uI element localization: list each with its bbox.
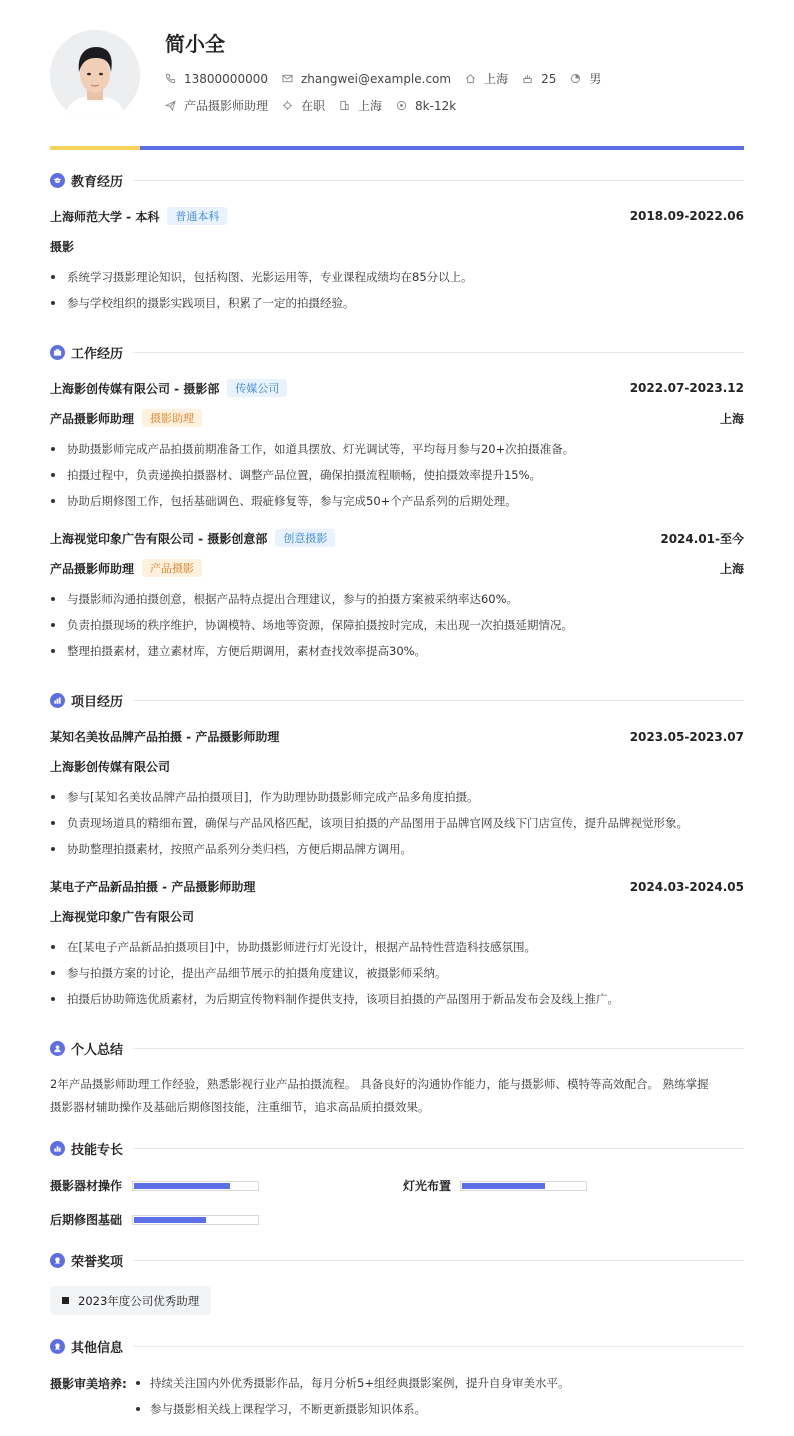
- skill-name: 后期修图基础: [50, 1213, 123, 1227]
- work-role-row: [50, 409, 744, 427]
- role-title: 产品摄影师助理: [50, 411, 135, 426]
- phone-icon: [165, 73, 176, 84]
- info-icon: [50, 1339, 65, 1354]
- job-target-text: 产品摄影师助理: [184, 99, 269, 113]
- list-item: 负责现场道具的精细布置，确保与产品风格匹配，该项目拍摄的产品图用于品牌官网及线下门店宣传，提升品牌视觉形象。: [50, 815, 744, 831]
- skills-chart-icon: [50, 1141, 65, 1156]
- salary-text: 8k-12k: [415, 98, 457, 113]
- project-header-row: [50, 728, 744, 745]
- mail-icon: [282, 73, 293, 84]
- work-location: 上海: [719, 411, 744, 426]
- education-tag: 普通本科: [167, 207, 227, 225]
- briefcase-icon: [50, 345, 65, 360]
- status-text: 在职: [301, 99, 326, 113]
- work-date: 2024.01-至今: [660, 531, 744, 546]
- project-date: 2024.03-2024.05: [629, 879, 744, 894]
- summary-line-2: 摄影器材辅助操作及基础后期修图技能，注重细节，追求高品质拍摄效果。: [50, 1100, 430, 1114]
- summary-section-title: 个人总结: [50, 1039, 744, 1058]
- work-header-row: [50, 529, 744, 547]
- work-role-row: [50, 559, 744, 577]
- list-item: 负责拍摄现场的秩序维护，协调模特、场地等资源，保障拍摄按时完成，未出现一次拍摄延期情况。: [50, 617, 744, 633]
- project-section-title: 项目经历: [50, 691, 744, 710]
- list-item: 系统学习摄影理论知识，包括构图、光影运用等，专业课程成绩均在85分以上。: [50, 269, 744, 285]
- status-icon: [282, 100, 293, 111]
- skill-name: 灯光布置: [403, 1179, 452, 1193]
- graduation-cap-icon: [50, 173, 65, 188]
- avatar: [50, 30, 140, 120]
- skill-bar-fill: [134, 1217, 206, 1223]
- project-name: 某知名美妆品牌产品拍摄 - 产品摄影师助理: [50, 730, 280, 744]
- awards-section-title: 荣誉奖项: [50, 1251, 744, 1270]
- list-item: 参与学校组织的摄影实践项目，积累了一定的拍摄经验。: [50, 295, 744, 311]
- list-item: 参与拍摄方案的讨论，提出产品细节展示的拍摄角度建议，被摄影师采纳。: [50, 965, 744, 981]
- header-divider-bar: [50, 146, 744, 150]
- project-company-row: [50, 908, 744, 925]
- list-item: 参与[某知名美妆品牌产品拍摄项目]，作为助理协助摄影师完成产品多角度拍摄。: [50, 789, 744, 805]
- project-company: 上海视觉印象广告有限公司: [50, 910, 195, 924]
- skill-item: [403, 1177, 587, 1194]
- user-icon: [50, 1041, 65, 1056]
- email-info: [282, 72, 451, 86]
- school-name: 上海师范大学 - 本科: [50, 209, 160, 224]
- status-info: [282, 97, 325, 114]
- work-location: 上海: [719, 561, 744, 576]
- list-item: 协助整理拍摄素材，按照产品系列分类归档，方便后期品牌方调用。: [50, 841, 744, 857]
- role-tag: 摄影助理: [142, 409, 202, 427]
- skills-section-title: 技能专长: [50, 1139, 744, 1158]
- skill-bar: [460, 1181, 587, 1191]
- award-text: 2023年度公司优秀助理: [78, 1293, 200, 1308]
- salary-icon: [396, 100, 407, 111]
- gender-icon: [570, 73, 581, 84]
- list-item: 持续关注国内外优秀摄影作品，每月分析5+组经典摄影案例，提升自身审美水平。: [135, 1375, 569, 1391]
- education-date: 2018.09-2022.06: [629, 209, 744, 223]
- avatar-portrait-image: [50, 30, 140, 120]
- work-city-info: [339, 97, 382, 114]
- city-info: [465, 70, 508, 87]
- list-item: 拍摄后协助筛选优质素材，为后期宣传物料制作提供支持，该项目拍摄的产品图用于新品发布会及线上推广。: [50, 991, 744, 1007]
- list-item: 整理拍摄素材，建立素材库，方便后期调用，素材查找效率提高30%。: [50, 643, 744, 659]
- skill-name: 摄影器材操作: [50, 1179, 123, 1193]
- list-item: 拍摄过程中，负责递换拍摄器材、调整产品位置，确保拍摄流程顺畅，使拍摄效率提升15%。: [50, 467, 744, 483]
- skill-bar: [132, 1181, 259, 1191]
- city-text: 上海: [484, 72, 509, 86]
- work-header-row: [50, 379, 744, 397]
- list-item: 参与摄影相关线上课程学习，不断更新摄影知识体系。: [135, 1401, 426, 1417]
- award-badge: [50, 1286, 211, 1315]
- building-icon: [339, 100, 350, 111]
- job-intent-row: [165, 97, 470, 114]
- phone-text: 13800000000: [184, 71, 268, 86]
- salary-info: [396, 99, 456, 113]
- project-header-row: [50, 878, 744, 895]
- email-text: zhangwei@example.com: [300, 71, 452, 86]
- list-item: 协助摄影师完成产品拍摄前期准备工作，如道具摆放、灯光调试等，平均每月参与20+次拍摄准备。: [50, 441, 744, 457]
- job-target-info: [165, 97, 268, 114]
- gender-text: 男: [589, 72, 602, 86]
- home-icon: [465, 73, 476, 84]
- gender-info: [570, 70, 601, 87]
- project-icon: [50, 693, 65, 708]
- project-company: 上海影创传媒有限公司: [50, 760, 171, 774]
- list-item: 协助后期修图工作，包括基础调色、瑕疵修复等，参与完成50+个产品系列的后期处理。: [50, 493, 744, 509]
- skill-bar: [132, 1215, 259, 1225]
- project-company-row: [50, 758, 744, 775]
- role-title: 产品摄影师助理: [50, 561, 135, 576]
- education-header-row: [50, 207, 744, 225]
- major-row: [50, 238, 744, 255]
- phone-info: [165, 72, 268, 86]
- other-section-title: 其他信息: [50, 1337, 744, 1356]
- other-label: 摄影审美培养:: [50, 1377, 127, 1391]
- work-date: 2022.07-2023.12: [629, 381, 744, 395]
- education-section-title: 教育经历: [50, 171, 744, 190]
- company-name: 上海视觉印象广告有限公司 - 摄影创意部: [50, 531, 268, 546]
- skill-item: [50, 1177, 259, 1194]
- cake-icon: [522, 73, 533, 84]
- major: 摄影: [50, 240, 75, 254]
- send-icon: [165, 100, 176, 111]
- square-bullet-icon: [62, 1297, 69, 1304]
- list-item: 在[某电子产品新品拍摄项目]中，协助摄影师进行灯光设计，根据产品特性营造科技感氛围。: [50, 939, 744, 955]
- company-tag: 传媒公司: [227, 379, 287, 397]
- role-tag: 产品摄影: [142, 559, 202, 577]
- candidate-name: 简小全: [165, 32, 225, 56]
- age-info: [522, 72, 556, 86]
- work-section-title: 工作经历: [50, 343, 744, 362]
- age-text: 25: [541, 71, 557, 86]
- contact-row: [165, 70, 615, 87]
- work-city-text: 上海: [358, 99, 383, 113]
- company-tag: 创意摄影: [275, 529, 335, 547]
- skill-bar-fill: [462, 1183, 545, 1189]
- award-icon: [50, 1253, 65, 1268]
- list-item: 与摄影师沟通拍摄创意，根据产品特点提出合理建议，参与的拍摄方案被采纳率达60%。: [50, 591, 744, 607]
- summary-line-1: 2年产品摄影师助理工作经验，熟悉影视行业产品拍摄流程。 具备良好的沟通协作能力，能与摄影师、模特等高效配合。 熟练掌握: [50, 1077, 709, 1091]
- project-date: 2023.05-2023.07: [629, 729, 744, 744]
- skill-item: [50, 1211, 259, 1228]
- company-name: 上海影创传媒有限公司 - 摄影部: [50, 381, 220, 396]
- project-name: 某电子产品新品拍摄 - 产品摄影师助理: [50, 880, 256, 894]
- skill-bar-fill: [134, 1183, 230, 1189]
